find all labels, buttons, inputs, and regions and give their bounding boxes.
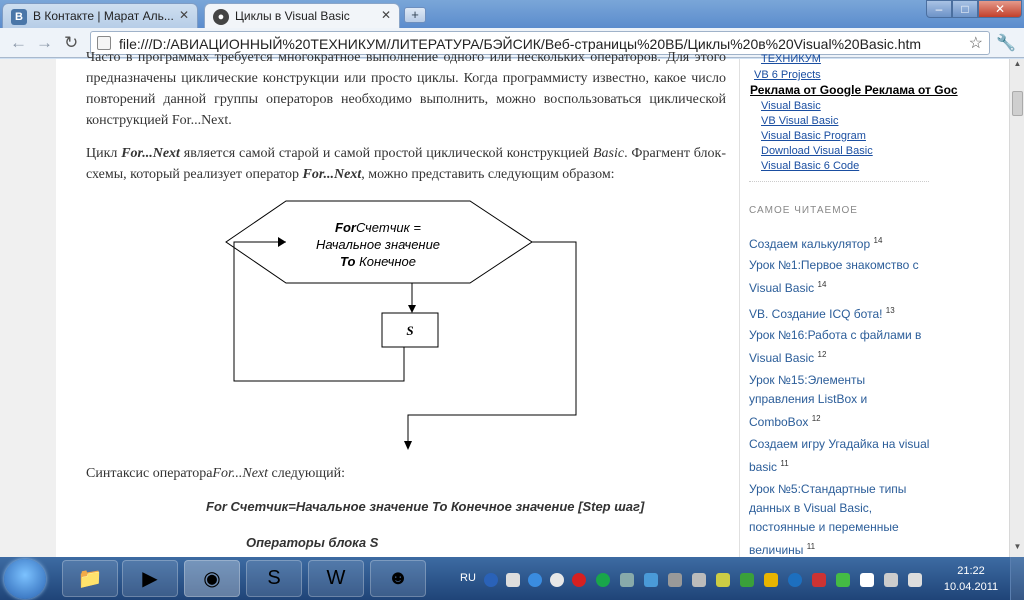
opera-icon[interactable]: [572, 573, 586, 587]
battery-icon[interactable]: [668, 573, 682, 587]
vk-icon: В: [11, 9, 27, 25]
antivirus-icon[interactable]: [812, 573, 826, 587]
robot-icon[interactable]: ☻: [370, 560, 426, 597]
word-icon[interactable]: W: [308, 560, 364, 597]
page-viewport: [0, 50, 1024, 557]
google-ads-header[interactable]: Реклама от Google Реклама от Goc: [750, 83, 958, 97]
clock-time[interactable]: 21:22: [957, 565, 985, 577]
back-button[interactable]: ←: [10, 33, 27, 52]
windows-taskbar: [0, 557, 1024, 600]
minimize-button[interactable]: –: [926, 0, 952, 18]
url-text[interactable]: file:///D:/АВИАЦИОННЫЙ%20ТЕХНИКУМ/ЛИТЕРАТУРА/БЭЙСИК/Веб-страницы%20ВБ/Циклы%20в%20Visual%20Basic.htm: [119, 36, 922, 52]
network-icon[interactable]: [620, 573, 634, 587]
ad-link[interactable]: Download Visual Basic: [761, 145, 873, 157]
wrench-menu-icon[interactable]: 🔧: [996, 35, 1016, 52]
tab-close-icon[interactable]: ✕: [178, 8, 189, 22]
language-indicator[interactable]: RU: [460, 572, 476, 584]
tab-label: В Контакте | Марат Аль...: [33, 9, 174, 23]
hexagon-line3: To Конечное: [340, 254, 416, 269]
reload-button[interactable]: ↻: [64, 33, 79, 52]
tab-cycles-visual-basic[interactable]: [204, 3, 400, 28]
settings-icon[interactable]: [506, 573, 520, 587]
popular-item[interactable]: Урок №16:Работа с файлами в Visual Basic $^{12}$: [749, 328, 922, 365]
media-player-icon[interactable]: ▶: [122, 560, 178, 597]
scroll-up-icon[interactable]: ▲: [1013, 59, 1022, 68]
syntax-line: For Счетчик=Начальное значение To Конечное значение [Step шаг]: [206, 499, 645, 514]
flag-icon[interactable]: [860, 573, 874, 587]
icq-icon[interactable]: [596, 573, 610, 587]
bookmark-star-icon[interactable]: ☆: [968, 35, 983, 52]
scroll-thumb[interactable]: [1012, 91, 1023, 116]
syntax-intro: Синтаксис оператораFor...Next следующий:: [86, 466, 345, 481]
skype-tray-icon[interactable]: [788, 573, 802, 587]
scroll-down-icon[interactable]: ▼: [1013, 542, 1022, 551]
power-icon[interactable]: [528, 573, 542, 587]
vertical-scrollbar[interactable]: [1009, 59, 1024, 557]
popular-heading: САМОЕ ЧИТАЕМОЕ: [749, 205, 858, 216]
ad-link-technikum[interactable]: ТЕХНИКУМ: [761, 53, 821, 65]
forward-button[interactable]: →: [36, 33, 53, 52]
paragraph-for-next: Цикл For...Next является самой старой и самой простой циклической конструкцией Basic. Фрагмент блок-схемы, который реализует оператор For...Next, можно представить следующим образом:: [86, 146, 726, 182]
hexagon-line2: Начальное значение: [315, 237, 441, 252]
paragraph-intro: Часто в программах требуется многократное выполнение одного или нескольких операторов. Для этого предназначены циклические конструкции или просто циклы. Когда программисту известно, какое число повторений данной группы операторов необходимо выполнить, можно воспользоваться циклической конструкцией For...Next.: [86, 50, 726, 128]
syntax-block: Операторы блока S: [246, 535, 379, 550]
show-desktop-button[interactable]: [1010, 557, 1024, 600]
display-icon[interactable]: [692, 573, 706, 587]
popular-item[interactable]: Создаем калькулятор $^{14}$: [749, 236, 883, 251]
arrowhead-icon: [404, 441, 412, 450]
folder-icon[interactable]: 📁: [62, 560, 118, 597]
block-s-label: S: [406, 323, 414, 338]
popular-item[interactable]: Урок №5:Стандартные типы данных в Visual Basic, постоянные и переменные величины $^{11}$: [749, 482, 907, 557]
popular-item[interactable]: Создаем игру Угадайка на visual basic $^{11}$: [749, 437, 930, 474]
clock-icon[interactable]: [550, 573, 564, 587]
sidebar: [739, 53, 1009, 557]
tab-close-icon[interactable]: ✕: [380, 8, 391, 22]
skype-icon[interactable]: S: [246, 560, 302, 597]
new-tab-button[interactable]: +: [404, 7, 426, 23]
divider: [749, 181, 929, 182]
popular-item[interactable]: Урок №1:Первое знакомство с Visual Basic $^{14}$: [749, 258, 919, 295]
help-icon[interactable]: [484, 573, 498, 587]
ad-link-vb6-projects[interactable]: VB 6 Projects: [754, 69, 821, 81]
arrowhead-icon: [408, 305, 416, 313]
clock-date[interactable]: 10.04.2011: [943, 581, 999, 593]
popular-item[interactable]: Урок №15:Элементы управления ListBox и ComboBox $^{12}$: [749, 373, 868, 429]
chrome-icon[interactable]: ◉: [184, 560, 240, 597]
signal-icon[interactable]: [884, 573, 898, 587]
popular-item[interactable]: VB. Создание ICQ бота! $^{13}$: [749, 306, 895, 321]
ad-link[interactable]: VB Visual Basic: [761, 115, 839, 127]
flowchart: [226, 197, 586, 457]
mail-icon[interactable]: [644, 573, 658, 587]
maximize-button[interactable]: □: [952, 0, 978, 18]
hexagon-line1: ForСчетчик =: [335, 220, 421, 235]
start-button[interactable]: [4, 559, 46, 599]
close-window-button[interactable]: ✕: [978, 0, 1022, 18]
tab-label: Циклы в Visual Basic: [235, 9, 350, 23]
tab-vkontakte[interactable]: [2, 3, 198, 28]
check-icon[interactable]: [836, 573, 850, 587]
ad-link[interactable]: Visual Basic Program: [761, 130, 866, 142]
p-icon[interactable]: [740, 573, 754, 587]
tool-icon[interactable]: [716, 573, 730, 587]
article-content: [56, 50, 739, 557]
ad-link[interactable]: Visual Basic: [761, 100, 821, 112]
page-icon: ●: [213, 9, 229, 25]
ad-link[interactable]: Visual Basic 6 Code: [761, 160, 860, 172]
volume-icon[interactable]: [908, 573, 922, 587]
shield-icon[interactable]: [764, 573, 778, 587]
browser-tabstrip: [0, 0, 1024, 28]
